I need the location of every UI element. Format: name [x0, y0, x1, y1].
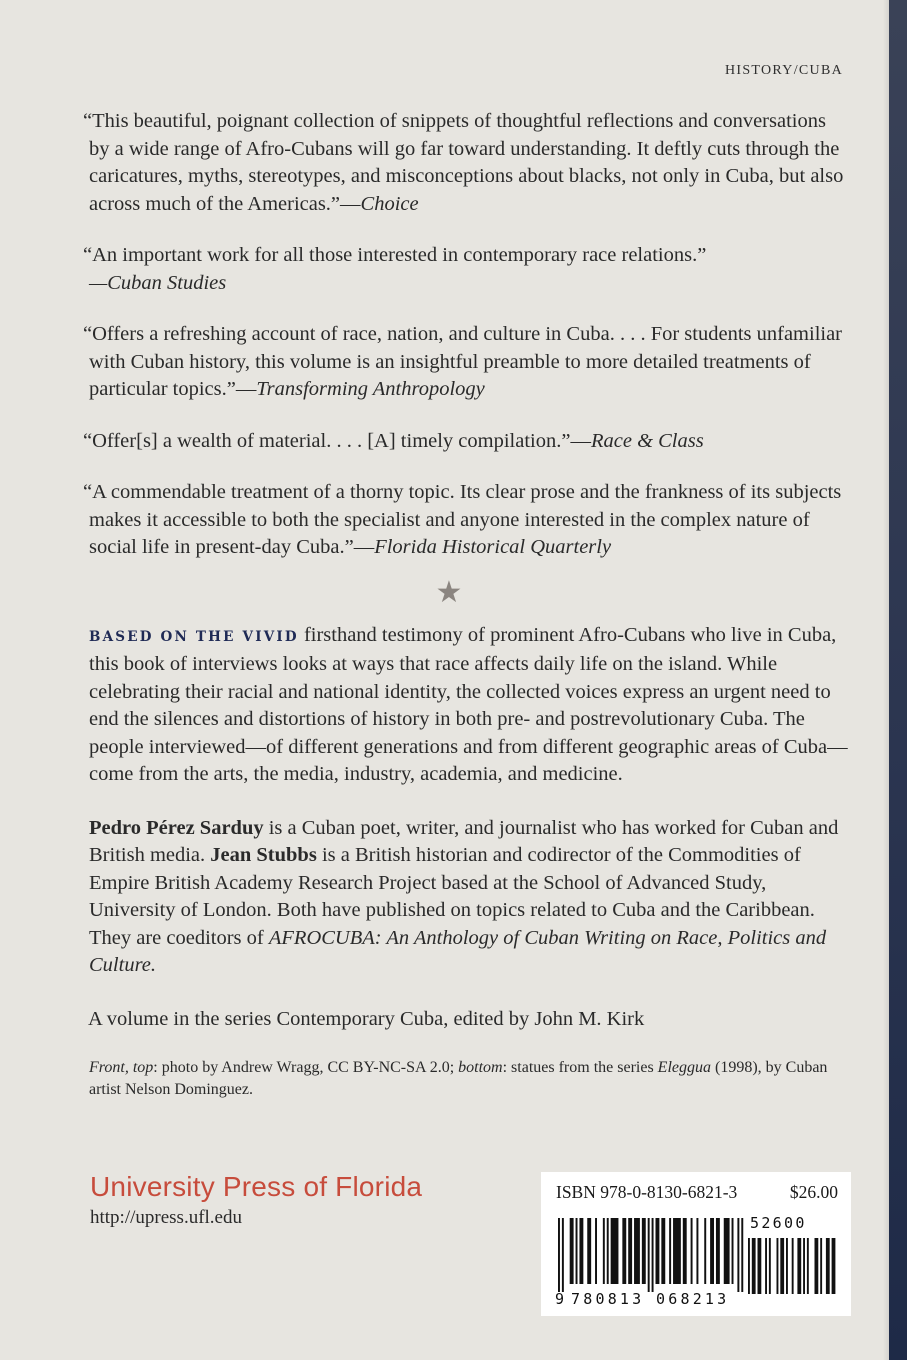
review-quote — [83, 479, 849, 562]
quote-source: Florida Historical Quarterly — [374, 536, 612, 558]
barcode-bar — [587, 1218, 591, 1284]
barcode-bar — [622, 1218, 626, 1284]
review-quote — [83, 108, 849, 218]
barcode-bar — [786, 1238, 788, 1294]
barcode-bar — [648, 1218, 650, 1292]
description-text: firsthand testimony of prominent Afro-Cubans who live in Cuba, this book of interviews looks at ways that race affects daily life on the island. While celebrating their racial and national identity, the collected voices express an urgent need to end the silences and distortions of history in both pre- and postrevolutionary Cuba. The people interviewed—of different generations and from different geographic areas of Cuba—come from the arts, the media, industry, academia, and medicine. — [89, 623, 848, 785]
barcode-bar — [673, 1218, 681, 1284]
barcode-bar — [732, 1218, 734, 1284]
book-description — [89, 622, 849, 789]
barcode-bar — [603, 1218, 605, 1284]
barcode-bar — [777, 1238, 779, 1294]
barcode-bar — [607, 1218, 609, 1284]
quote-text: “This beautiful, poignant collection of snippets of thoughtful reflections and conversations by a wide range of Afro-Cubans will go far toward understanding. It deftly cuts through the caricatures, myths, stereotypes, and misconceptions about blacks, not only in Cuba, but also across much of the Americas.”— — [83, 110, 844, 215]
barcode-bar — [558, 1218, 560, 1292]
barcode-bar — [820, 1238, 822, 1294]
barcode-bar — [737, 1218, 739, 1292]
barcode-bar — [832, 1238, 836, 1294]
barcode-bar — [642, 1218, 646, 1284]
credit-text: : statues from the series — [502, 1059, 658, 1076]
credit-text: (1998), by Cuban artist Nelson Dominguez. — [89, 1059, 828, 1098]
barcode-bar — [792, 1238, 794, 1294]
quote-source: —Cuban Studies — [89, 271, 227, 294]
barcode-bar — [570, 1218, 574, 1284]
barcode-bar — [661, 1218, 665, 1284]
barcode-bar — [576, 1218, 578, 1284]
barcode-bar — [780, 1238, 784, 1294]
barcode-bar — [696, 1218, 698, 1284]
barcode-bar — [803, 1238, 805, 1294]
credit-label: bottom — [458, 1059, 503, 1076]
description-lead: BASED ON THE VIVID — [89, 628, 299, 645]
barcode-bar — [652, 1218, 654, 1292]
author-name: Jean Stubbs — [210, 844, 317, 866]
barcode-bar — [628, 1218, 632, 1284]
barcode-bar — [797, 1238, 801, 1294]
quote-text: “An important work for all those interested in contemporary race relations.” — [83, 244, 707, 266]
barcode-bar — [691, 1218, 693, 1284]
barcode-bar — [634, 1218, 640, 1284]
barcode-bar — [704, 1218, 706, 1284]
review-quote — [83, 321, 849, 404]
barcode-bar — [826, 1238, 830, 1294]
barcode-bar — [611, 1218, 619, 1284]
barcode-bar — [765, 1238, 767, 1294]
barcode-bar — [748, 1238, 750, 1294]
review-quote — [83, 242, 849, 297]
publisher-logo: University Press of Florida — [90, 1171, 423, 1202]
barcode-bar — [807, 1238, 809, 1294]
isbn-price-line — [556, 1182, 838, 1203]
addon-digits: 52600 — [750, 1214, 807, 1232]
barcode-addon-icon — [748, 1238, 838, 1294]
barcode-bar — [710, 1218, 714, 1284]
series-note: A volume in the series Contemporary Cuba, edited by John M. Kirk — [88, 1007, 645, 1030]
bio-text: is a British historian and codirector of the Commodities of Empire British Academy Research Project based at the School of Advanced Study, University of London. Both have published on topics related to Cuba and the Caribbean. They are coeditors of — [89, 844, 815, 949]
barcode-bar — [741, 1218, 743, 1292]
barcode-bar — [669, 1218, 671, 1284]
quote-text: “A commendable treatment of a thorny topic. Its clear prose and the frankness of its subjects makes it accessible to both the specialist and anyone interested in the complex nature of social life in present-day Cuba.”— — [83, 481, 842, 558]
barcode-bar — [815, 1238, 819, 1294]
price: $26.00 — [789, 1182, 838, 1202]
barcode-bar — [716, 1218, 720, 1284]
book-title: AFROCUBA: An Anthology of Cuban Writing on Race, Politics and Culture. — [89, 926, 827, 976]
barcode-right-digits: 068213 — [656, 1290, 730, 1308]
barcode-bar — [724, 1218, 730, 1284]
isbn-number: ISBN 978-0-8130-6821-3 — [556, 1182, 738, 1202]
photo-credits — [89, 1057, 849, 1101]
barcode-bar — [683, 1218, 687, 1284]
quote-source: Race & Class — [590, 429, 704, 452]
quote-text: “Offer[s] a wealth of material. . . . [A] timely compilation.”— — [83, 429, 591, 452]
barcode-bar — [758, 1238, 762, 1294]
artwork-series-title: Eleggua — [657, 1059, 711, 1076]
back-cover-content — [83, 108, 849, 1101]
category-label: HISTORY/CUBA — [724, 63, 843, 78]
barcode-bar — [595, 1218, 597, 1284]
publisher-url[interactable]: http://upress.ufl.edu — [90, 1207, 242, 1228]
bio-text: is a Cuban poet, writer, and journalist who has worked for Cuban and British media. — [89, 816, 839, 866]
barcode-first-digit: 9 — [555, 1290, 565, 1308]
star-separator-icon: ★ — [435, 575, 463, 609]
review-quote — [83, 428, 849, 456]
quote-source: Choice — [360, 192, 419, 215]
barcode-panel — [541, 1172, 851, 1316]
barcode-bar — [769, 1238, 771, 1294]
barcode-icon — [558, 1218, 746, 1294]
barcode-bar — [562, 1218, 564, 1292]
author-name: Pedro Pérez Sarduy — [89, 816, 264, 839]
author-bio — [89, 815, 849, 980]
credit-label: Front, top — [89, 1059, 154, 1076]
barcode-bar — [579, 1218, 583, 1284]
barcode-bar — [656, 1218, 660, 1284]
barcode-bar — [752, 1238, 756, 1294]
quote-source: Transforming Anthropology — [256, 378, 485, 400]
spine-edge — [889, 0, 907, 1360]
quote-text: “Offers a refreshing account of race, nation, and culture in Cuba. . . . For students unfamiliar with Cuban history, this volume is an insightful preamble to more detailed treatments of particular topics.”— — [83, 323, 843, 400]
barcode-left-digits: 780813 — [571, 1290, 645, 1308]
credit-text: : photo by Andrew Wragg, CC BY-NC-SA 2.0; — [153, 1059, 459, 1076]
